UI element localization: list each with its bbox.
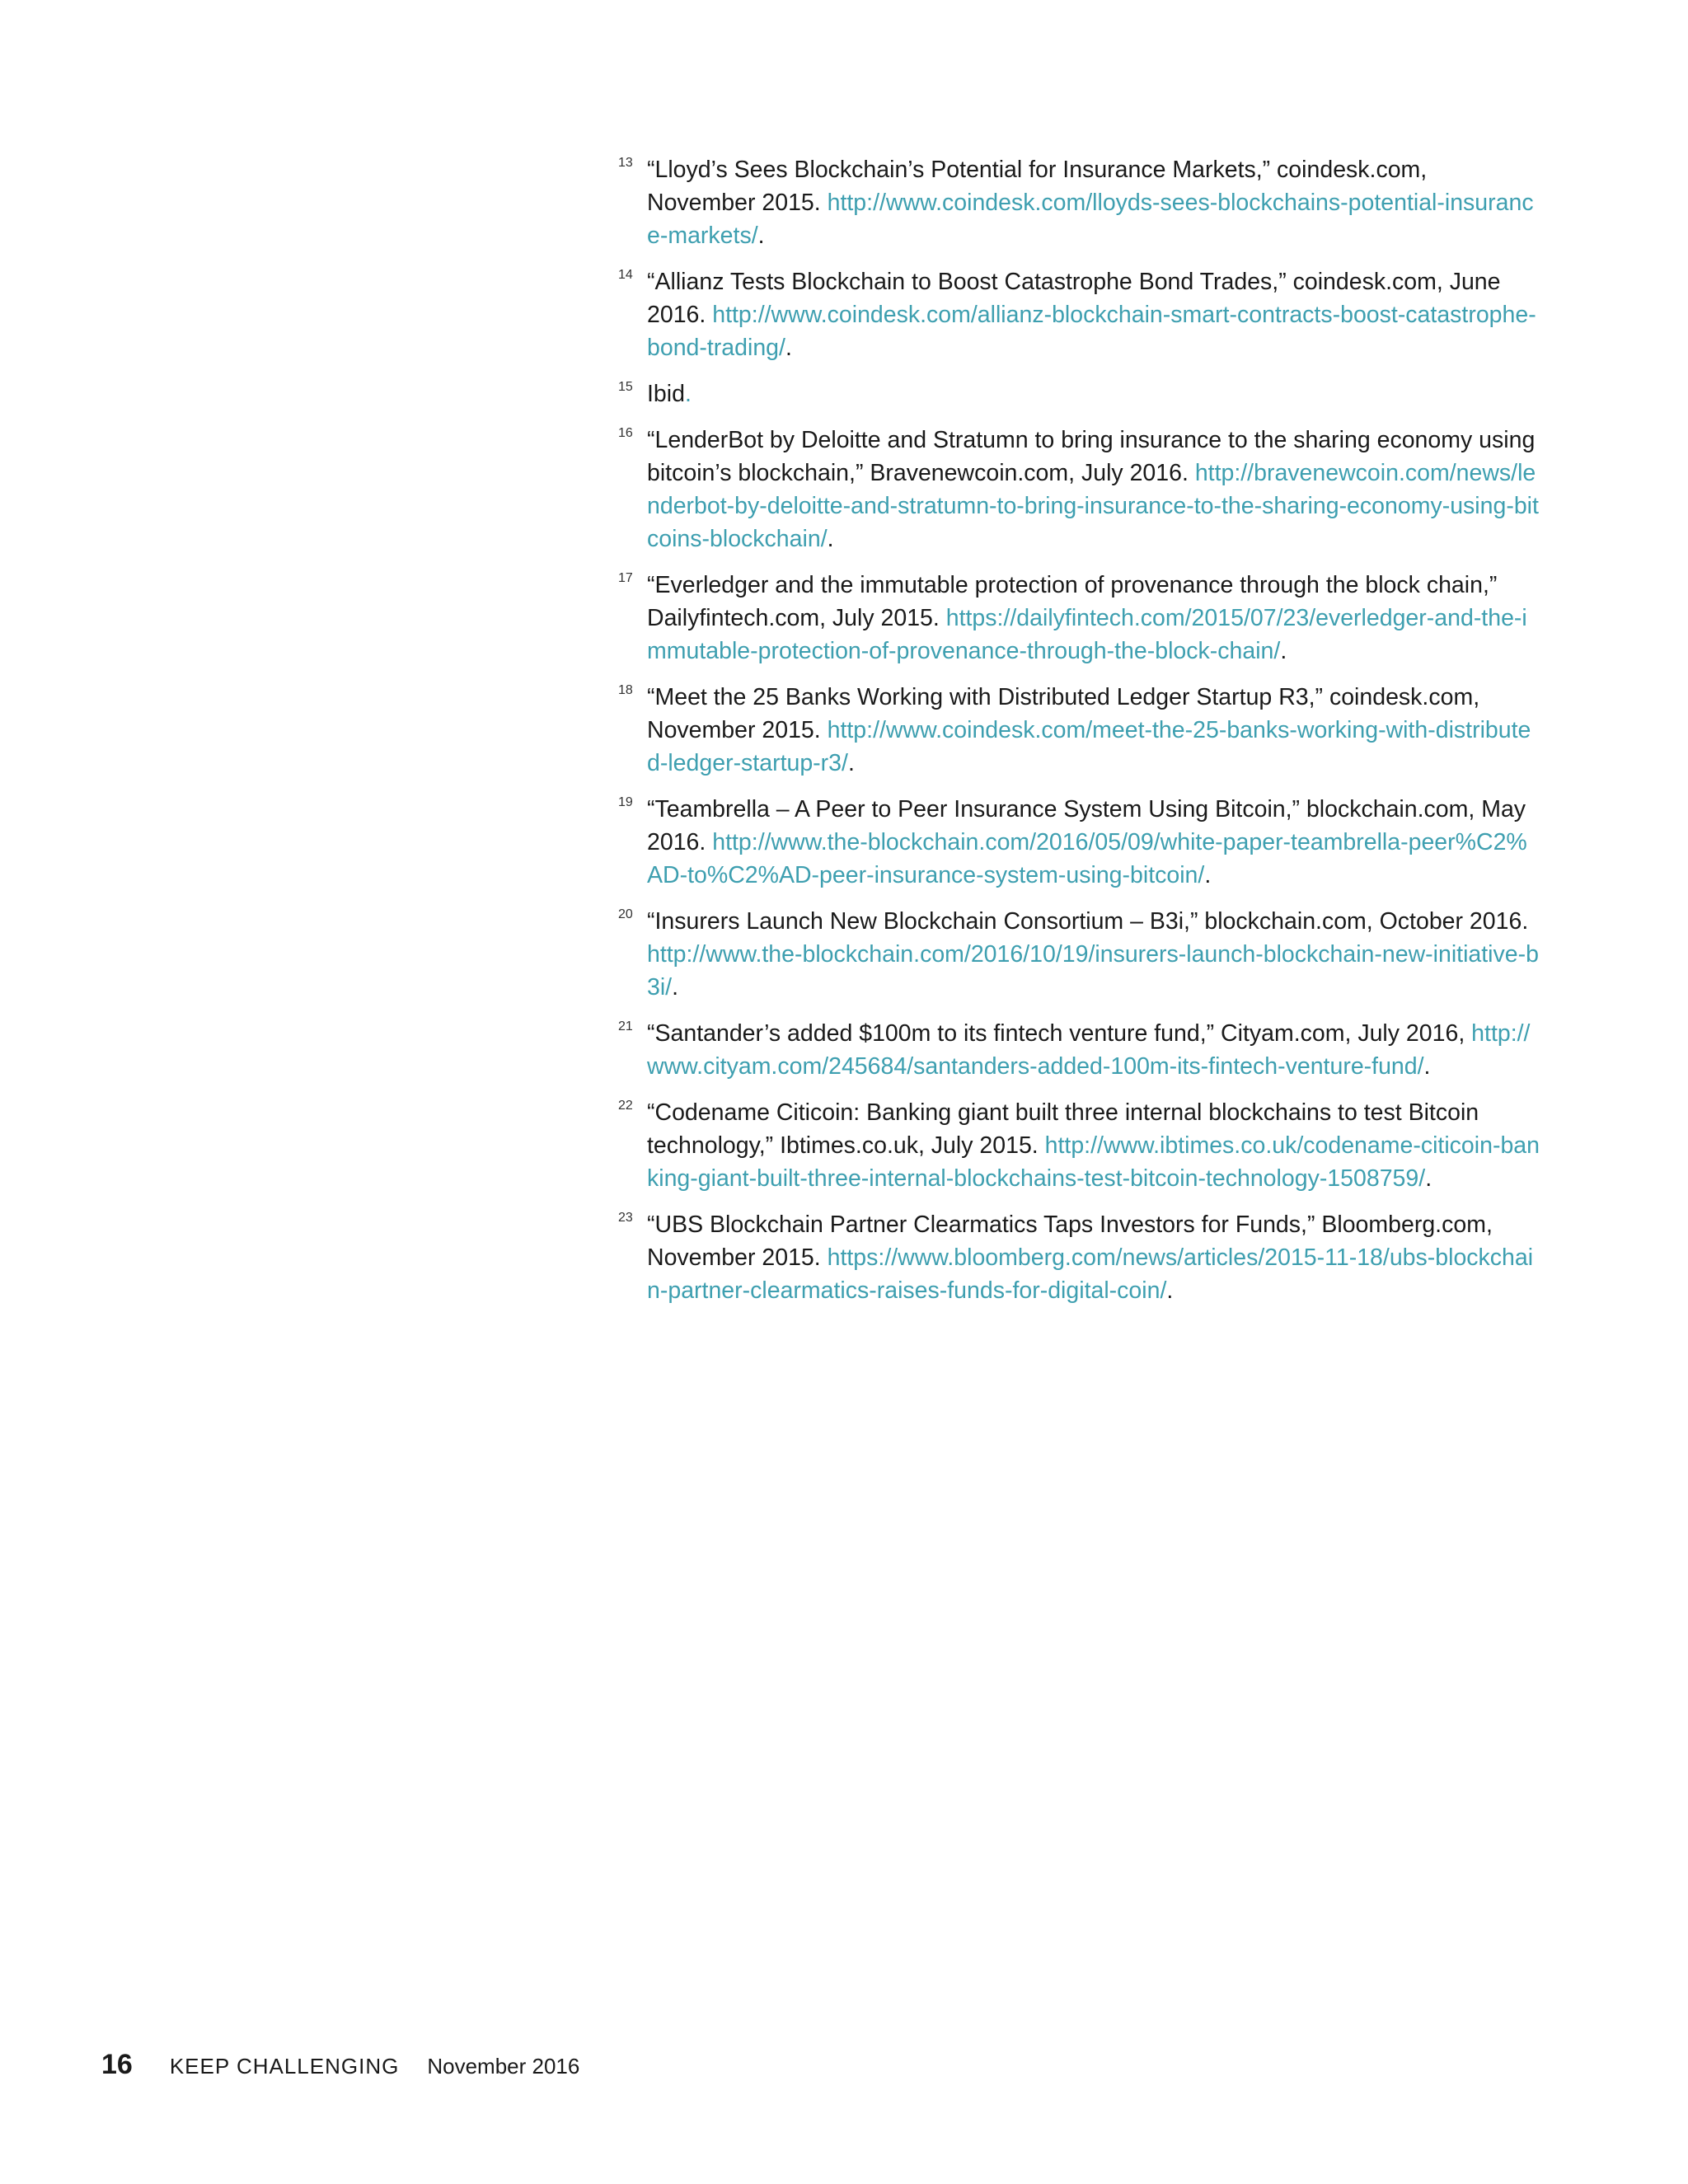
footnote (610, 905, 1541, 1004)
footnote-end: . (684, 381, 692, 407)
footnote-number: 23 (618, 1211, 633, 1225)
footnote-end: . (1280, 638, 1287, 664)
footnote-text: “Allianz Tests Blockchain to Boost Catastrophe Bond Trades,” coindesk.com, June 2016. (647, 269, 1501, 328)
footnote-text: “Everledger and the immutable protection of provenance through the block chain,” Dailyfintech.com, July 2015. (647, 572, 1498, 631)
footnote-text: “Codename Citicoin: Banking giant built three internal blockchains to test Bitcoin technology,” Ibtimes.co.uk, July 2015. (647, 1099, 1479, 1159)
footnote-text: “Lloyd’s Sees Blockchain’s Potential for Insurance Markets,” coindesk.com, November 2015. (647, 157, 1428, 216)
footnote-end: . (1423, 1053, 1431, 1080)
footnotes-list (610, 153, 1541, 1320)
footnote-end: . (827, 526, 834, 552)
footnote-link[interactable]: http://www.coindesk.com/lloyds-sees-blockchains-potential-insurance-markets/ (647, 190, 1534, 249)
footnote (610, 1208, 1541, 1307)
footnote-number: 17 (618, 571, 633, 585)
footnote-number: 15 (618, 380, 633, 394)
footnote-number: 13 (618, 156, 633, 170)
footnote-link[interactable]: http://bravenewcoin.com/news/lenderbot-by-deloitte-and-stratumn-to-bring-insurance-to-the-sharing-economy-using-bitcoins-blockchain/ (647, 460, 1539, 552)
footnote (610, 1017, 1541, 1083)
footnote-number: 16 (618, 426, 633, 440)
footnote-text: “LenderBot by Deloitte and Stratumn to bring insurance to the sharing economy using bitcoin’s blockchain,” Bravenewcoin.com, July 2016. (647, 427, 1536, 486)
footnote (610, 793, 1541, 892)
page-footer (101, 2049, 579, 2082)
footnote-text: “UBS Blockchain Partner Clearmatics Taps Investors for Funds,” Bloomberg.com, November 2015. (647, 1212, 1493, 1271)
footnote-link[interactable]: http://www.ibtimes.co.uk/codename-citicoin-banking-giant-built-three-internal-blockchains-test-bitcoin-technology-1508759/ (647, 1132, 1540, 1192)
footnote-text: “Meet the 25 Banks Working with Distributed Ledger Startup R3,” coindesk.com, November 2015. (647, 684, 1480, 743)
footnote-link[interactable]: https://www.bloomberg.com/news/articles/2015-11-18/ubs-blockchain-partner-clearmatics-raises-funds-for-digital-coin/ (647, 1244, 1534, 1304)
footnote (610, 681, 1541, 780)
footnote-number: 14 (618, 268, 633, 282)
footnote-link[interactable]: http://www.coindesk.com/meet-the-25-banks-working-with-distributed-ledger-startup-r3/ (647, 717, 1531, 776)
footnote-end: . (1166, 1277, 1174, 1304)
page-number: 16 (101, 2049, 133, 2080)
footnote (610, 424, 1541, 555)
footnote-end: . (1425, 1165, 1432, 1192)
footnote-link[interactable]: http://www.the-blockchain.com/2016/05/09/white-paper-teambrella-peer%C2%AD-to%C2%AD-peer-insurance-system-using-bitcoin/ (647, 829, 1527, 888)
footnote-number: 22 (618, 1099, 633, 1113)
footnote-text: Ibid (647, 381, 685, 407)
footnote-link[interactable]: http://www.coindesk.com/allianz-blockchain-smart-contracts-boost-catastrophe-bond-trading/ (647, 302, 1536, 361)
footnote-number: 20 (618, 907, 633, 921)
footnote-text: “Teambrella – A Peer to Peer Insurance System Using Bitcoin,” blockchain.com, May 2016. (647, 796, 1526, 855)
footnote-end: . (785, 335, 792, 361)
footnote (610, 265, 1541, 364)
footnote-end: . (757, 223, 765, 249)
footnote-text: “Santander’s added $100m to its fintech venture fund,” Cityam.com, July 2016, (647, 1020, 1472, 1047)
footnote (610, 1096, 1541, 1195)
footnote-number: 21 (618, 1019, 633, 1033)
footnote-text: “Insurers Launch New Blockchain Consortium – B3i,” blockchain.com, October 2016. (647, 908, 1529, 935)
footnote (610, 569, 1541, 668)
footnote (610, 377, 1541, 410)
publication-title: KEEP CHALLENGING (169, 2054, 400, 2079)
footnote-end: . (847, 750, 855, 776)
publication-date: November 2016 (427, 2054, 580, 2079)
footnote-end: . (672, 974, 679, 1001)
footnote-number: 18 (618, 683, 633, 697)
footnote-link[interactable]: https://dailyfintech.com/2015/07/23/everledger-and-the-immutable-protection-of-provenance-through-the-block-chain/ (647, 605, 1527, 664)
footnote-link[interactable]: http://www.the-blockchain.com/2016/10/19/insurers-launch-blockchain-new-initiative-b3i/ (647, 941, 1539, 1001)
footnote-link[interactable]: http://www.cityam.com/245684/santanders-added-100m-its-fintech-venture-fund/ (647, 1020, 1531, 1080)
footnote (610, 153, 1541, 252)
footnote-number: 19 (618, 795, 633, 809)
footnote-end: . (1204, 862, 1212, 888)
